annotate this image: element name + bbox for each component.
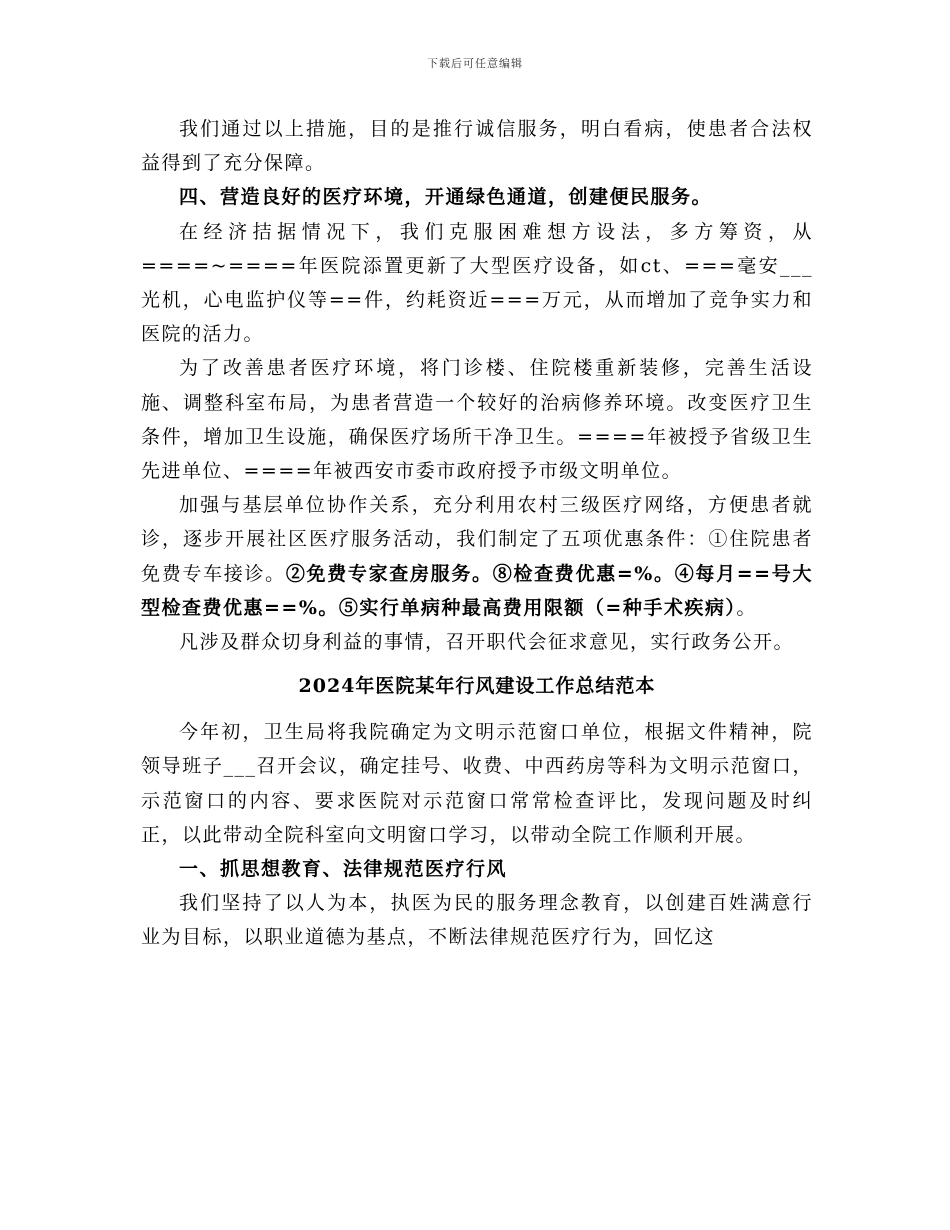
paragraph-text-end: 。 <box>736 596 757 619</box>
section-heading: 四、营造良好的医疗环境，开通绿色通道，创建便民服务。 <box>179 186 713 209</box>
paragraph: 凡涉及群众切身利益的事情，召开职代会征求意见，实行政务公开。 <box>179 631 795 654</box>
section-heading: 一、抓思想教育、法律规范医疗行风 <box>179 858 508 881</box>
paragraph: 为了改善患者医疗环境，将门诊楼、住院楼重新装修，完善生活设施、调整科室布局，为患者营造一个较好的治病修养环境。改变医疗卫生条件，增加卫生设施，确保医疗场所干净卫生。====年被授予省级卫生先进单位、====年被西安市委市政府授予市级文明单位。 <box>141 357 813 483</box>
document-title: 2024年医院某年行风建设工作总结范本 <box>298 675 656 698</box>
paragraph-text: 加强与基层单位协作关系，充分利用农村三级医疗网络，方便患者就诊，逐步开展社区医疗服务活动，我们制定了五项优惠条件：①住院患者免费专车接诊。 <box>141 494 813 585</box>
paragraph: 我们坚持了以人为本，执医为民的服务理念教育，以创建百姓满意行业为目标，以职业道德为基点，不断法律规范医疗行为，回忆这 <box>141 892 813 949</box>
paragraph: 今年初，卫生局将我院确定为文明示范窗口单位，根据文件精神，院领导班子___召开会议，确定挂号、收费、中西药房等科为文明示范窗口，示范窗口的内容、要求医院对示范窗口常常检查评比，发现问题及时纠正，以此带动全院科室向文明窗口学习，以带动全院工作顺利开展。 <box>141 721 813 846</box>
paragraph: 在经济拮据情况下，我们克服困难想方设法，多方筹资，从====~====年医院添置更新了大型医疗设备，如ct、===毫安___光机，心电监护仪等==件，约耗资近===万元，从而增加了竞争实力和医院的活力。 <box>141 220 813 346</box>
paragraph-bold-text: ②免费专家查房服务。⑧检查费优惠=%。④每月==号大型检查费优惠==%。⑤实行单病种最高费用限额（=种手术疾病） <box>141 562 813 619</box>
document-body <box>141 112 813 955</box>
paragraph: 我们通过以上措施，目的是推行诚信服务，明白看病，使患者合法权益得到了充分保障。 <box>141 118 813 175</box>
paragraph-preferential-terms <box>141 488 813 625</box>
page-header: 下载后可任意编辑 <box>427 57 523 70</box>
